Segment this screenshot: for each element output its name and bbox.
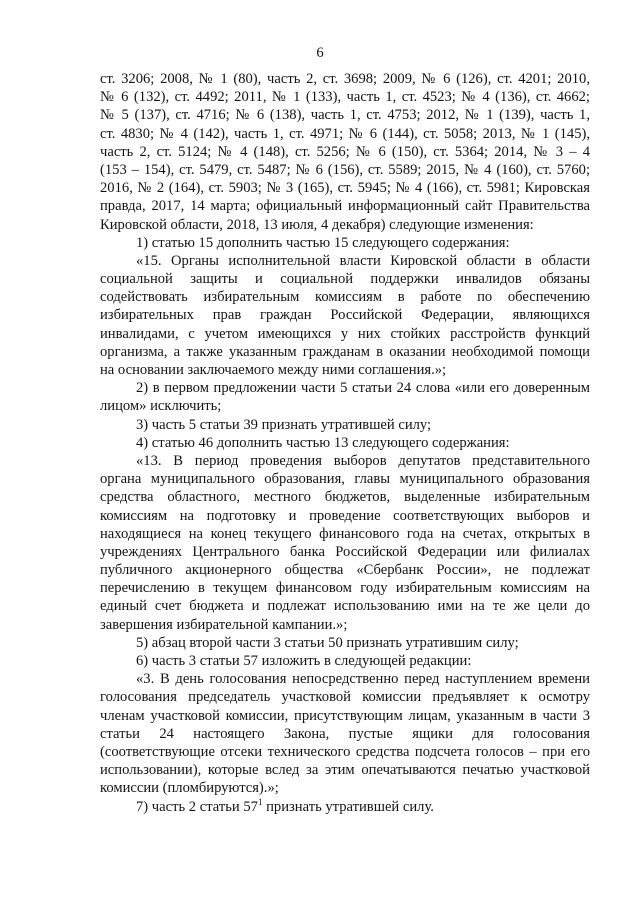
list-item-2: 2) в первом предложении части 5 статьи 24 слова «или его доверенным <box>136 380 590 397</box>
quote-line: (соответствующие отсеки технического средства подсчета голосов – при его <box>100 743 590 760</box>
quote-line: членам участковой комиссии, присутствующим лицам, указанным в части 3 <box>100 707 590 724</box>
list-item-7-tail: признать утратившей силу. <box>262 798 434 815</box>
quote-line: публичного акционерного общества «Сбербанк России», не подлежат <box>100 562 590 579</box>
page-number: 6 <box>316 45 324 61</box>
quote-line: социальной защиты и социальной поддержки инвалидов обязаны <box>100 271 590 288</box>
list-item-6: 6) часть 3 статьи 57 изложить в следующей редакции: <box>136 653 472 669</box>
text-line: правда, 2017, 14 марта; официальный информационный сайт Правительства <box>100 198 590 215</box>
text-line: № 6 (132), ст. 4492; 2011, № 1 (133), часть 1, ст. 4523; № 4 (136), ст. 4662; <box>100 89 590 106</box>
text-line: Кировской области, 2018, 13 июля, 4 декабря) следующие изменения: <box>100 216 534 233</box>
quote-line: голосования председатель участковой комиссии предъявляет к осмотру <box>100 689 590 706</box>
list-item-2-cont: лицом» исключить; <box>100 398 222 415</box>
quote-line: перечислению в текущем финансовом году избирательным комиссиям на <box>100 580 590 597</box>
quote-line: избирательных прав граждан Российской Федерации, являющихся <box>100 307 590 324</box>
superscript: 1 <box>257 796 263 807</box>
quote-line: комиссии (пломбируются).»; <box>100 780 279 797</box>
list-item-7 <box>100 798 590 816</box>
quote-line: содействовать избирательным комиссиям в работе по обеспечению <box>100 289 590 306</box>
text-line: ст. 4830; № 4 (142), часть 1, ст. 4971; № 6 (144), ст. 5058; 2013, № 1 (145), <box>100 125 590 142</box>
list-item-7-text: 7) часть 2 статьи 57 <box>136 798 258 815</box>
list-item-4: 4) статью 46 дополнить частью 13 следующего содержания: <box>136 434 510 451</box>
quote-line: инвалидами, с учетом имеющихся у них стойких расстройств функций <box>100 325 590 342</box>
quote-line: «15. Органы исполнительной власти Кировской области в области <box>136 252 590 269</box>
quote-line: завершения избирательной кампании.»; <box>100 616 348 633</box>
quote-line: средства областного, местного бюджетов, выделенные избирательным <box>100 489 590 506</box>
text-line: (153 – 154), ст. 5479, ст. 5487; № 6 (156), ст. 5589; 2015, № 4 (160), ст. 5760; <box>100 161 590 178</box>
quote-line: находящиеся на конец текущего финансового года на счетах, открытых в <box>100 525 590 542</box>
quote-line: единый счет бюджета и подлежат использованию ими на те же цели до <box>100 598 590 615</box>
document-body <box>100 70 590 816</box>
quote-line: организма, а также указанным гражданам в оказании необходимой помощи <box>100 343 590 360</box>
quote-line: органа муниципального образования, главы муниципального образования <box>100 471 590 488</box>
quote-line: «3. В день голосования непосредственно перед наступлением времени <box>136 671 590 688</box>
text-line: ст. 3206; 2008, № 1 (80), часть 2, ст. 3698; 2009, № 6 (126), ст. 4201; 2010, <box>100 71 590 87</box>
quote-line: использовании), которые вслед за этим опечатываются печатью участковой <box>100 762 590 779</box>
quote-line: комиссиям на подготовку и проведение соответствующих выборов и <box>100 507 590 524</box>
list-item-1: 1) статью 15 дополнить частью 15 следующего содержания: <box>136 234 510 251</box>
quote-line: на основании заключаемого между ними соглашения.»; <box>100 362 447 378</box>
text-line: часть 2, ст. 5124; № 4 (148), ст. 5256; № 6 (150), ст. 5364; 2014, № 3 – 4 <box>100 143 590 160</box>
quote-line: «13. В период проведения выборов депутатов представительного <box>136 452 590 469</box>
list-item-3: 3) часть 5 статьи 39 признать утратившей силу; <box>136 416 432 433</box>
quote-line: учреждениях Центрального банка Российской Федерации или филиалах <box>100 543 590 560</box>
quote-line: статьи 24 настоящего Закона, пустые ящики для голосования <box>100 725 590 742</box>
list-item-5: 5) абзац второй части 3 статьи 50 признать утратившим силу; <box>136 634 519 651</box>
text-line: 2016, № 2 (164), ст. 5903; № 3 (165), ст. 5945; № 4 (166), ст. 5981; Кировская <box>100 180 590 197</box>
text-line: № 5 (137), ст. 4716; № 6 (138), часть 1, ст. 4753; 2012, № 1 (139), часть 1, <box>100 107 590 124</box>
